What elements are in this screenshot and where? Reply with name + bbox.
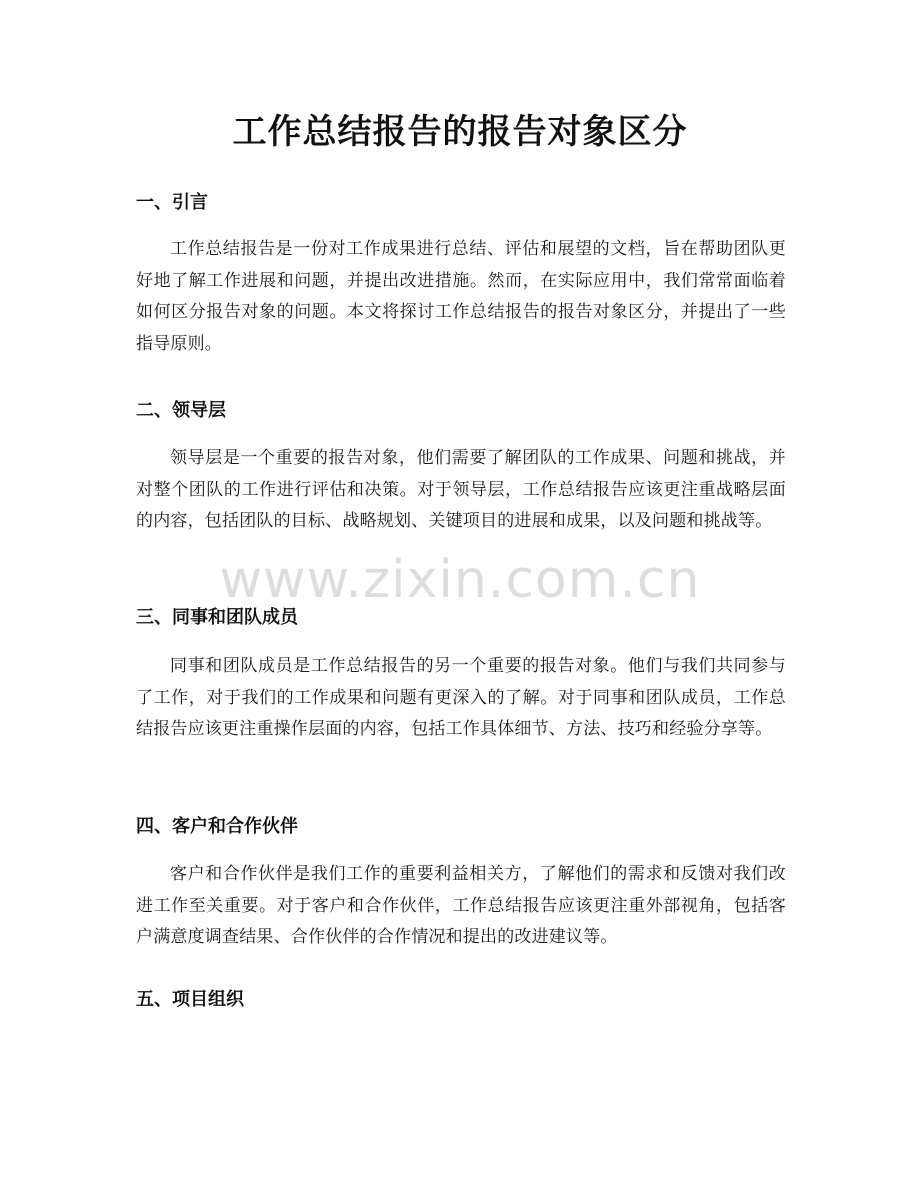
section-heading-colleagues: 三、同事和团队成员	[136, 607, 298, 628]
page-title: 工作总结报告的报告对象区分	[232, 112, 688, 152]
watermark-text: www.zixin.com.cn	[219, 550, 701, 610]
section-heading-leadership: 二、领导层	[136, 400, 226, 421]
section-paragraph-leadership: 领导层是一个重要的报告对象，他们需要了解团队的工作成果、问题和挑战，并对整个团队的工作进行评估和决策。对于领导层，工作总结报告应该更注重战略层面的内容，包括团队的目标、战略规划、关键项目的进展和成果，以及问题和挑战等。	[136, 448, 786, 531]
section-heading-project-org: 五、项目组织	[136, 989, 244, 1010]
section-paragraph-colleagues: 同事和团队成员是工作总结报告的另一个重要的报告对象。他们与我们共同参与了工作，对于我们的工作成果和问题有更深入的了解。对于同事和团队成员，工作总结报告应该更注重操作层面的内容，包括工作具体细节、方法、技巧和经验分享等。	[136, 656, 786, 739]
section-paragraph-introduction: 工作总结报告是一份对工作成果进行总结、评估和展望的文档，旨在帮助团队更好地了解工作进展和问题，并提出改进措施。然而，在实际应用中，我们常常面临着如何区分报告对象的问题。本文将探讨工作总结报告的报告对象区分，并提出了一些指导原则。	[136, 239, 786, 354]
section-heading-introduction: 一、引言	[136, 192, 208, 213]
section-heading-clients: 四、客户和合作伙伴	[136, 816, 298, 837]
section-paragraph-clients: 客户和合作伙伴是我们工作的重要利益相关方，了解他们的需求和反馈对我们改进工作至关重要。对于客户和合作伙伴，工作总结报告应该更注重外部视角，包括客户满意度调查结果、合作伙伴的合作情况和提出的改进建议等。	[136, 864, 786, 947]
